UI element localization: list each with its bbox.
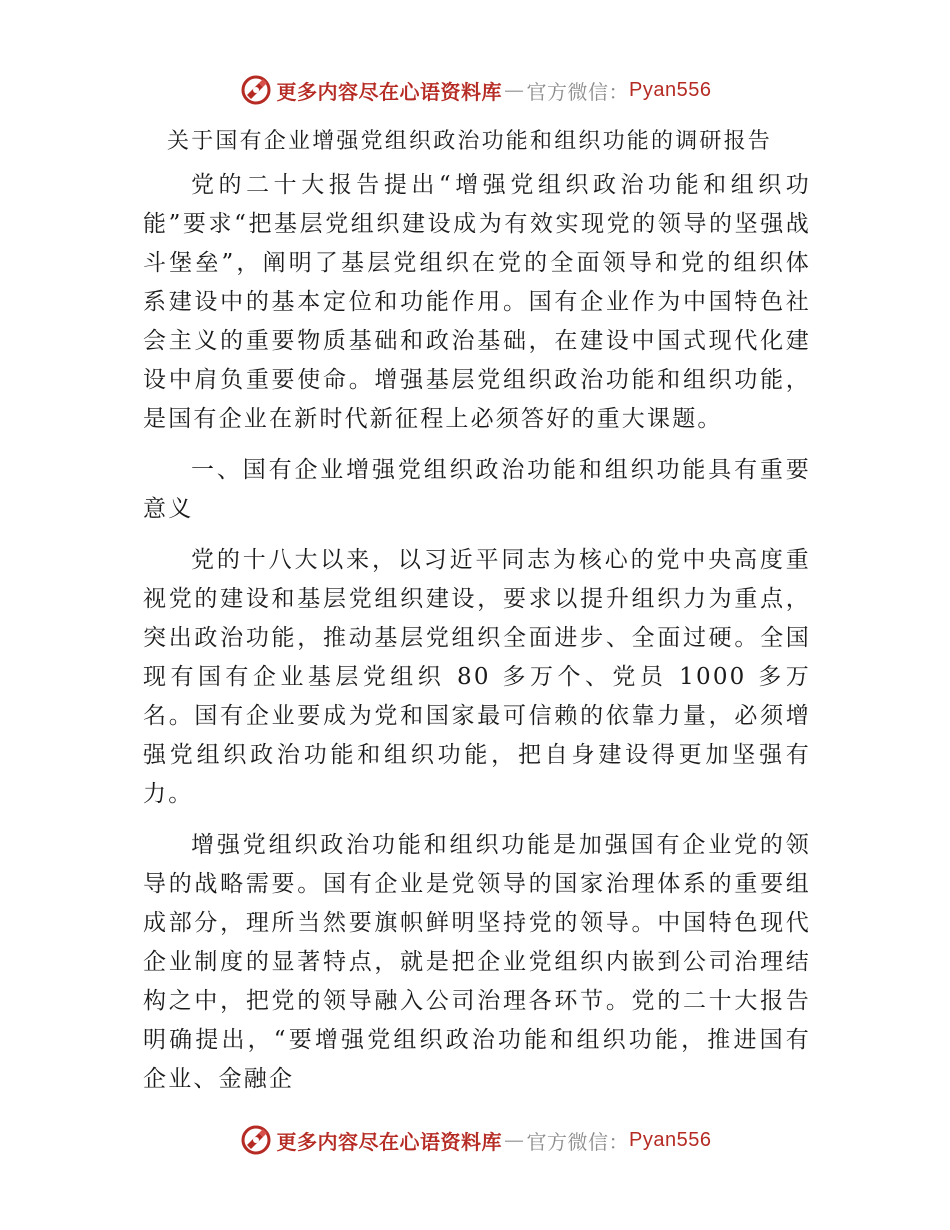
header-watermark (0, 70, 950, 110)
footer-watermark (0, 1120, 950, 1160)
document-body (143, 118, 811, 1111)
book-pen-logo-icon (239, 1123, 273, 1157)
watermark-brand: 更多内容尽在心语资料库 (276, 79, 503, 104)
book-pen-logo-icon (239, 73, 273, 107)
paragraph: 党的二十大报告提出“增强党组织政治功能和组织功能”要求“把基层党组织建设成为有效实现党的领导的坚强战斗堡垒”，阐明了基层党组织在党的全面领导和党的组织体系建设中的基本定位和功能作用。国有企业作为中国特色社会主义的重要物质基础和政治基础，在建设中国式现代化建设中肩负重要使命。增强基层党组织政治功能和组织功能，是国有企业在新时代新征程上必须答好的重大课题。 (143, 172, 811, 432)
section-heading: 一、国有企业增强党组织政治功能和组织功能具有重要意义 (143, 457, 811, 522)
watermark-label: 官方微信： (526, 79, 630, 104)
watermark-handle: Pyan556 (629, 1128, 712, 1151)
watermark-handle: Pyan556 (629, 78, 712, 101)
watermark-dash: — (504, 1128, 525, 1152)
watermark-label: 官方微信： (526, 1129, 630, 1154)
paragraph: 党的十八大以来，以习近平同志为核心的党中央高度重视党的建设和基层党组织建设，要求以提升组织力为重点，突出政治功能，推动基层党组织全面进步、全面过硬。全国现有国有企业基层党组织 80 多万个、党员 1000 多万名。国有企业要成为党和国家最可信赖的依靠力量，必须增强党组织政治功能和组织功能，把自身建设得更加坚强有力。 (143, 547, 811, 807)
paragraph: 增强党组织政治功能和组织功能是加强国有企业党的领导的战略需要。国有企业是党领导的国家治理体系的重要组成部分，理所当然要旗帜鲜明坚持党的领导。中国特色现代企业制度的显著特点，就是把企业党组织内嵌到公司治理结构之中，把党的领导融入公司治理各环节。党的二十大报告明确提出，“要增强党组织政治功能和组织功能，推进国有企业、金融企 (143, 832, 811, 1092)
watermark-brand: 更多内容尽在心语资料库 (276, 1129, 503, 1154)
document-title: 关于国有企业增强党组织政治功能和组织功能的调研报告 (167, 129, 773, 154)
watermark-dash: — (504, 78, 525, 102)
